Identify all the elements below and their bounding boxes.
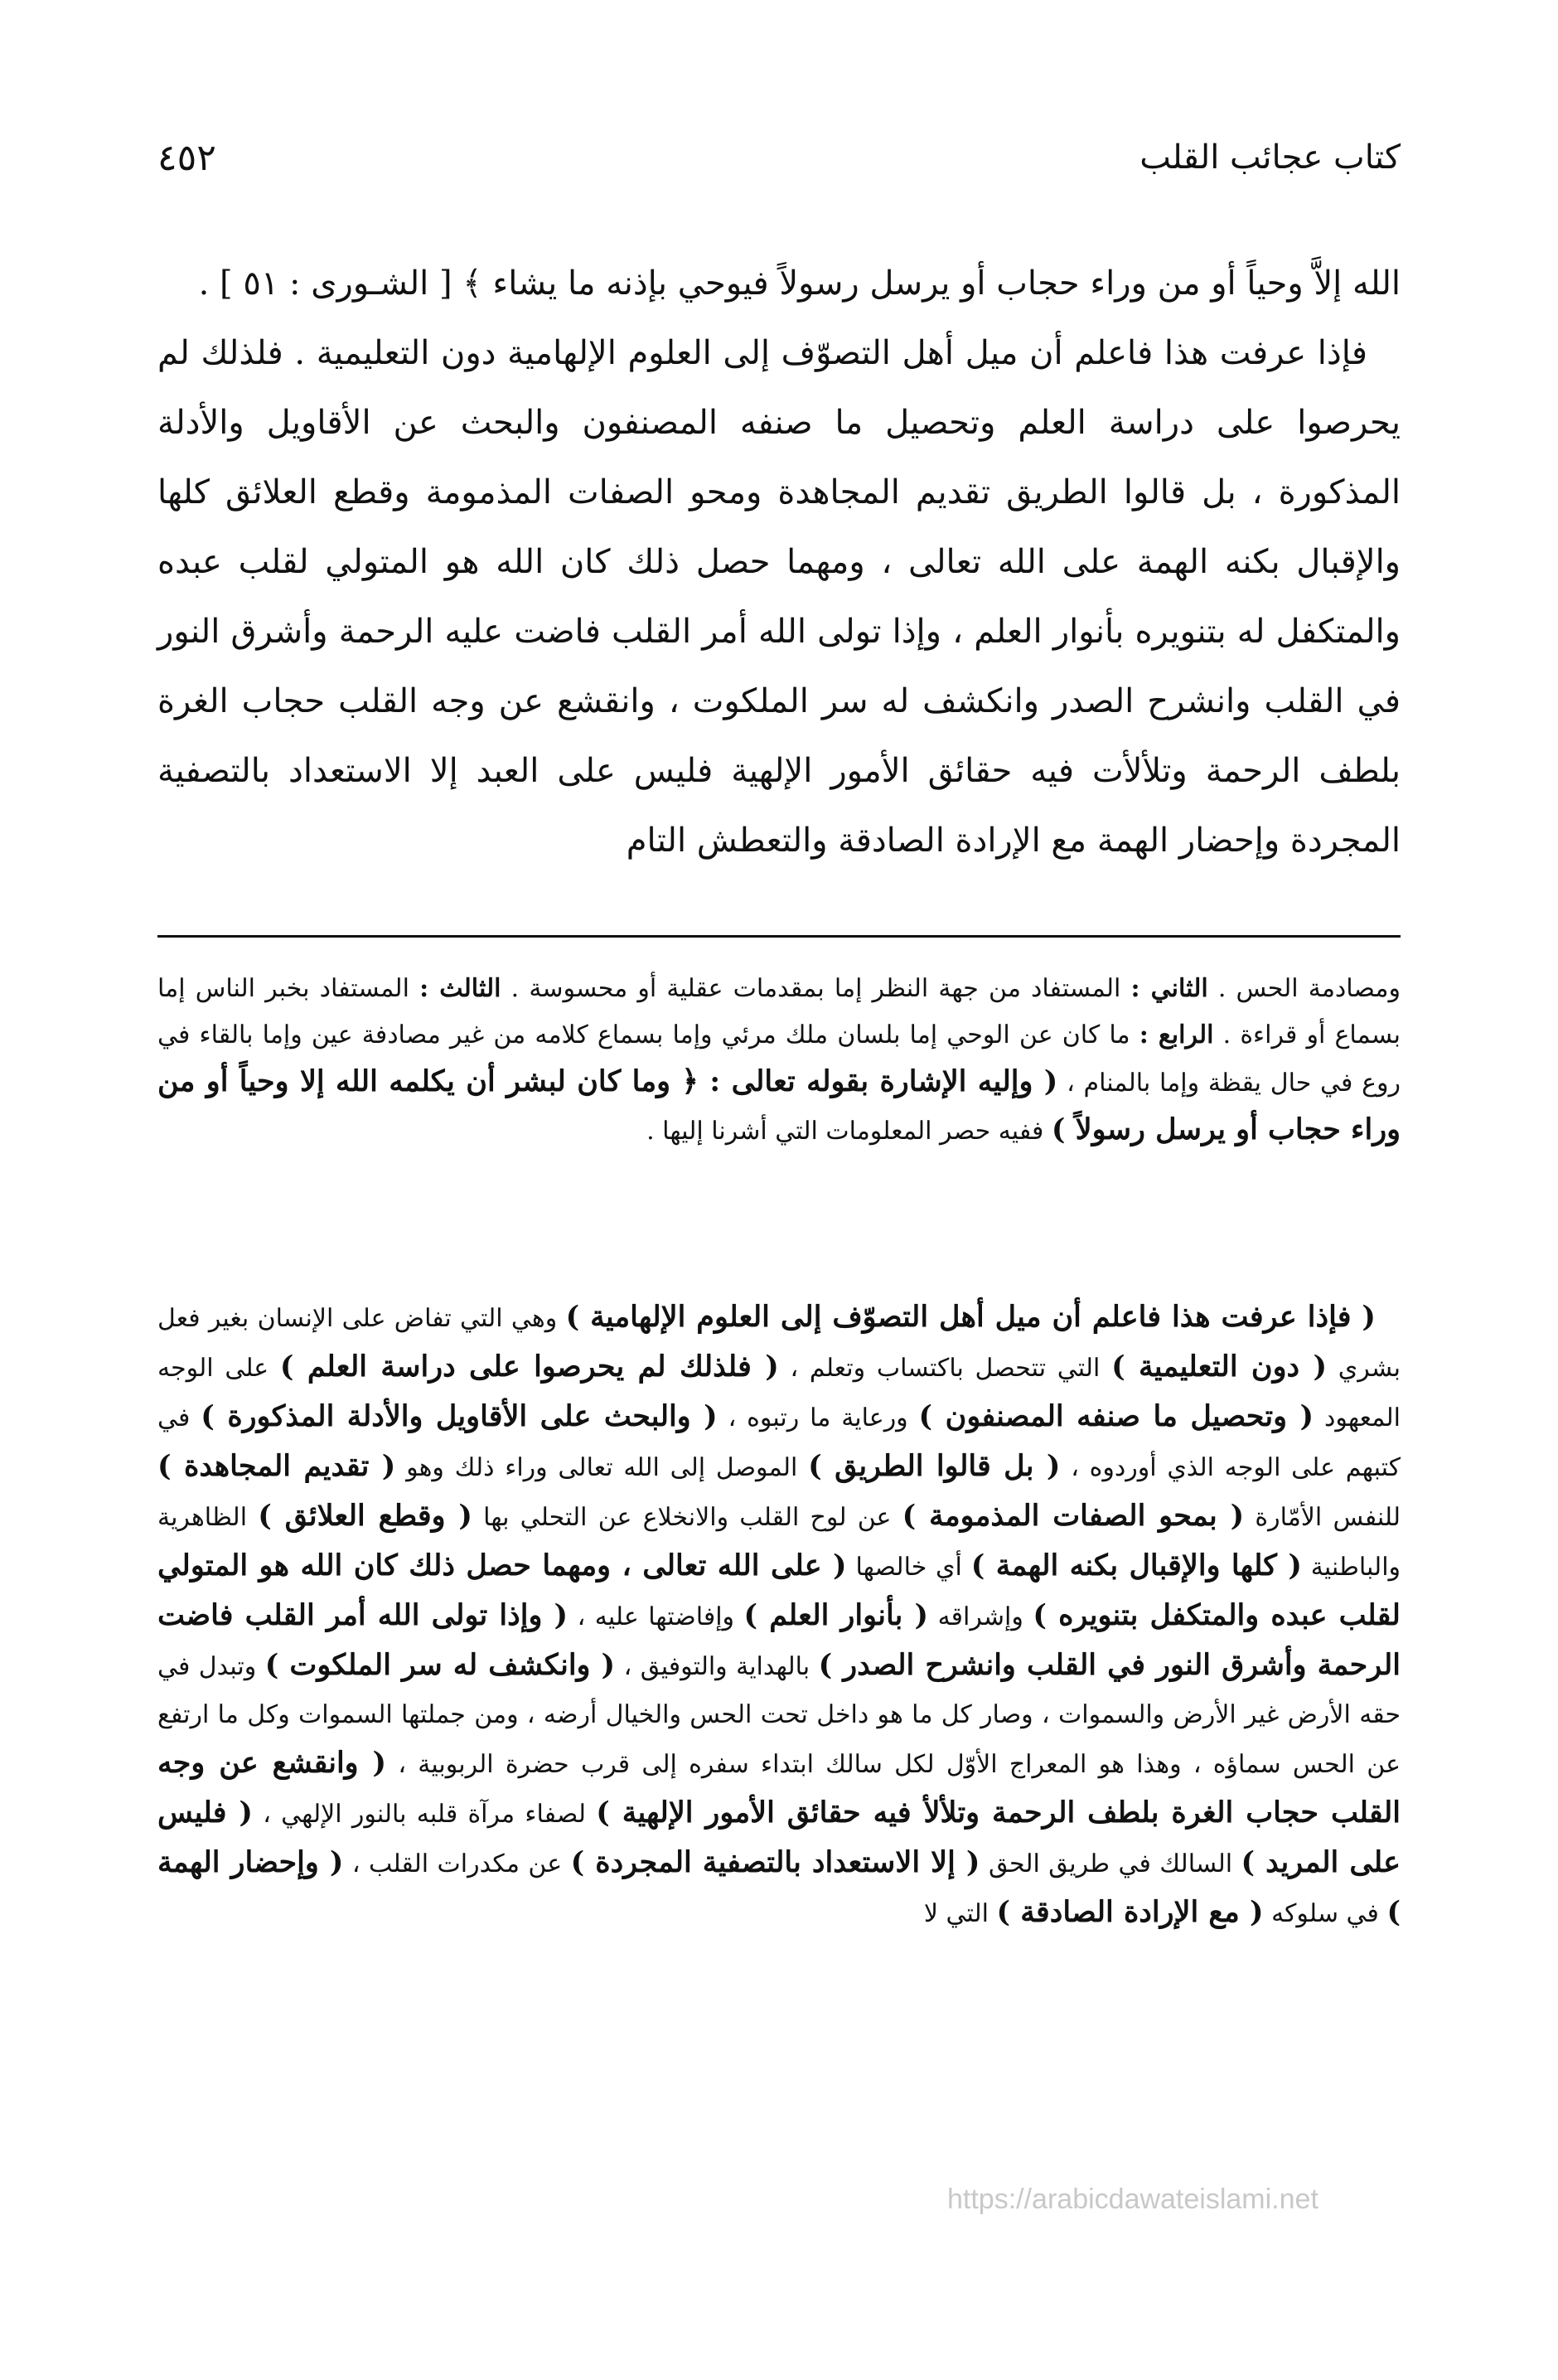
quoted-matn: ( إلا الاستعداد بالتصفية المجردة ): [570, 1845, 980, 1879]
commentary-text: ورعاية ما رتبوه ،: [728, 1403, 908, 1432]
quoted-matn: ( على الله تعالى ، ومهما حصل ذلك كان الله هو المتولي لقلب عبده والمتكفل بتنويره ): [157, 1549, 1401, 1632]
commentary-text: على الوجه المعهود: [157, 1354, 1401, 1432]
footnote-text: ما كان عن الوحي إما بلسان ملك مرئي وإما بسماع كلامه من غير مصادفة عين وإما بالقاء في روع في حال يقظة وإما بالمنام ،: [157, 1020, 1401, 1098]
commentary-text: وإفاضتها عليه ،: [577, 1602, 735, 1631]
commentary-text: وإشراقه: [937, 1602, 1023, 1631]
main-paragraph: فإذا عرفت هذا فاعلم أن ميل أهل التصوّف إلى العلوم الإلهامية دون التعليمية . فلذلك لم يحرصوا على دراسة العلم وتحصيل ما صنفه المصنفون والبحث عن الأقاويل والأدلة المذكورة ، بل قالوا الطريق تقديم المجاهدة ومحو الصفات المذمومة وقطع العلائق كلها والإقبال بكنه الهمة على الله تعالى ، ومهما حصل ذلك كان الله هو المتولي لقلب عبده والمتكفل له بتنويره بأنوار العلم ، وإذا تولى الله أمر القلب فاضت عليه الرحمة وأشرق النور في القلب وانشرح الصدر وانكشف له سر الملكوت ، وانقشع عن وجه القلب حجاب الغرة بلطف الرحمة وتلألأت فيه حقائق الأمور الإلهية فليس على العبد إلا الاستعداد بالتصفية المجردة وإحضار الهمة مع الإرادة الصادقة والتعطش التام: [157, 334, 1401, 860]
quoted-matn: ( وإذا تولى الله أمر القلب فاضت الرحمة وأشرق النور في القلب وانشرح الصدر ): [157, 1598, 1401, 1682]
footnote-text: المستفاد بخبر الناس إما بسماع أو قراءة .: [157, 974, 1401, 1049]
quoted-matn: ( وانكشف له سر الملكوت ): [264, 1648, 616, 1682]
commentary-text: وهي التي تفاض على الإنسان بغير فعل بشري: [157, 1304, 1401, 1383]
commentary-text: التي تتحصل باكتساب وتعلم ،: [790, 1354, 1101, 1383]
commentary-text: أي خالصها: [855, 1553, 962, 1582]
commentary-text: الظاهرية والباطنية: [157, 1503, 1401, 1582]
main-text: [157, 249, 1401, 875]
commentary-block: [157, 1293, 1401, 1938]
main-paragraph: الله إلاَّ وحياً أو من وراء حجاب أو يرسل رسولاً فيوحي بإذنه ما يشاء ﴾ [ الشـورى : ٥١ ] .: [198, 264, 1401, 303]
quoted-matn: ( بمحو الصفات المذمومة ): [902, 1499, 1245, 1533]
footnote-divider: [157, 935, 1401, 938]
commentary-text: في كتبهم على الوجه الذي أوردوه ،: [157, 1403, 1401, 1482]
quoted-matn: ( فلذلك لم يحرصوا على دراسة العلم ): [279, 1350, 779, 1384]
quoted-matn: ( مع الإرادة الصادقة ): [996, 1895, 1264, 1929]
commentary-text: التي لا: [923, 1899, 989, 1928]
footnote-text: ففيه حصر المعلومات التي أشرنا إليها .: [646, 1117, 1044, 1146]
footnote-quote: ( وإليه الإشارة بقوله تعالى : ﴿ وما كان لبشر أن يكلمه الله إلا وحياً أو من وراء حجاب أو يرسل رسولاً ): [157, 1064, 1401, 1146]
quoted-matn: ( فإذا عرفت هذا فاعلم أن ميل أهل التصوّف إلى العلوم الإلهامية ): [565, 1300, 1376, 1334]
commentary-text: بالهداية والتوفيق ،: [623, 1652, 810, 1681]
running-title: كتاب عجائب القلب: [1139, 138, 1401, 177]
commentary-text: وتبدل في حقه الأرض غير الأرض والسموات ، وصار كل ما هو داخل تحت الحس والخيال أرضه ، ومن جملتها السموات وكل ما ارتفع عن الحس سماؤه ، وهذا هو المعراج الأوّل لكل سالك ابتداء سفره إلى قرب حضرة الربوبية ،: [157, 1652, 1401, 1779]
commentary-text: لصفاء مرآة قلبه بالنور الإلهي ،: [263, 1800, 586, 1829]
commentary-paragraph: [157, 1293, 1401, 1938]
quoted-matn: ( فليس على المريد ): [157, 1796, 1401, 1879]
quoted-matn: ( وانقشع عن وجه القلب حجاب الغرة بلطف الرحمة وتلألأ فيه حقائق الأمور الإلهية ): [157, 1746, 1401, 1830]
footnote-text: ومصادمة الحس .: [1217, 974, 1401, 1003]
footnote-label: الثالث :: [419, 974, 501, 1003]
quoted-matn: ( بل قالوا الطريق ): [808, 1449, 1061, 1483]
quoted-matn: ( كلها والإقبال بكنه الهمة ): [970, 1549, 1302, 1583]
quoted-matn: ( تقديم المجاهدة ): [157, 1449, 396, 1483]
page-number: ٤٥٢: [157, 136, 216, 179]
footnote-block: [157, 966, 1401, 1155]
quoted-matn: ( بأنوار العلم ): [743, 1598, 929, 1632]
quoted-matn: ( دون التعليمية ): [1111, 1350, 1328, 1384]
commentary-text: السالك في طريق الحق: [988, 1849, 1233, 1878]
commentary-text: الموصل إلى الله تعالى وراء ذلك وهو: [406, 1453, 798, 1482]
quoted-matn: ( وقطع العلائق ): [258, 1499, 472, 1533]
footnote-label: الثاني :: [1130, 974, 1208, 1003]
source-watermark: https://arabicdawateislami.net: [947, 2184, 1318, 2215]
commentary-text: للنفس الأمّارة: [1255, 1503, 1401, 1532]
footnote-paragraph: [157, 966, 1401, 1155]
footnote-label: الرابع :: [1139, 1020, 1214, 1049]
commentary-text: عن مكدرات القلب ،: [351, 1849, 563, 1878]
quoted-matn: ( وإحضار الهمة ): [157, 1845, 1401, 1929]
page-header: [157, 124, 1401, 191]
commentary-text: في سلوكه: [1271, 1899, 1379, 1928]
quoted-matn: ( والبحث على الأقاويل والأدلة المذكورة ): [201, 1399, 718, 1433]
footnote-text: المستفاد من جهة النظر إما بمقدمات عقلية أو محسوسة .: [510, 974, 1121, 1003]
commentary-text: عن لوح القلب والانخلاع عن التحلي بها: [483, 1503, 892, 1532]
quoted-matn: ( وتحصيل ما صنفه المصنفون ): [918, 1399, 1314, 1433]
